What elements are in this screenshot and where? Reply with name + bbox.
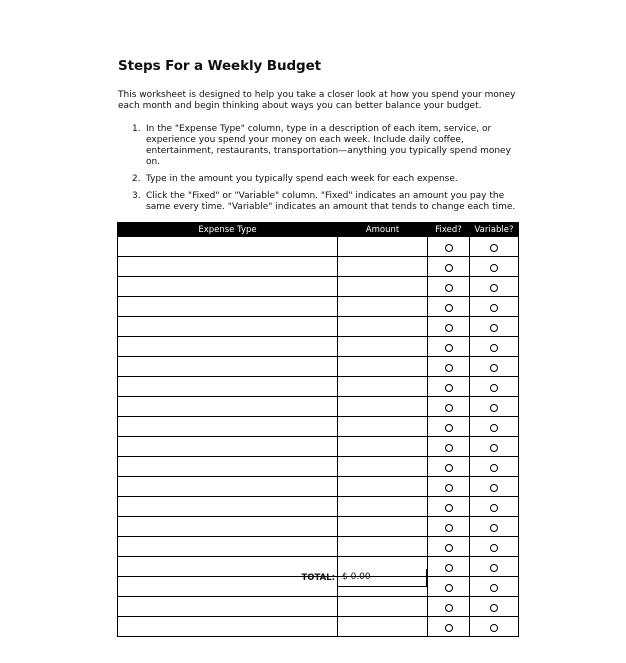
- fixed-cell: [428, 517, 470, 537]
- fixed-radio[interactable]: [445, 564, 453, 572]
- expense-type-cell[interactable]: [118, 597, 338, 617]
- amount-cell[interactable]: [338, 537, 428, 557]
- table-row: [118, 337, 519, 357]
- amount-cell[interactable]: [338, 477, 428, 497]
- table-row: [118, 317, 519, 337]
- variable-cell: [470, 357, 519, 377]
- variable-header: Variable?: [470, 223, 519, 237]
- variable-cell: [470, 617, 519, 637]
- step-item: [118, 174, 518, 185]
- fixed-radio[interactable]: [445, 464, 453, 472]
- variable-radio[interactable]: [490, 544, 498, 552]
- variable-radio[interactable]: [490, 484, 498, 492]
- table-row: [118, 517, 519, 537]
- expense-type-cell[interactable]: [118, 297, 338, 317]
- fixed-radio[interactable]: [445, 524, 453, 532]
- amount-cell[interactable]: [338, 297, 428, 317]
- variable-radio[interactable]: [490, 524, 498, 532]
- step-text: In the "Expense Type" column, type in a description of each item, service, or experience you spend your money on each week. Include daily coffee, entertainment, restaurants, transportation—anything you typically spend money on.: [146, 124, 511, 167]
- fixed-radio[interactable]: [445, 504, 453, 512]
- table-row: [118, 237, 519, 257]
- step-number: 1.: [132, 124, 141, 134]
- expense-type-cell[interactable]: [118, 257, 338, 277]
- amount-cell[interactable]: [338, 417, 428, 437]
- variable-cell: [470, 537, 519, 557]
- variable-cell: [470, 597, 519, 617]
- step-number: 2.: [132, 174, 141, 184]
- variable-radio[interactable]: [490, 344, 498, 352]
- expense-type-cell[interactable]: [118, 537, 338, 557]
- fixed-radio[interactable]: [445, 244, 453, 252]
- table-row: [118, 617, 519, 637]
- fixed-cell: [428, 377, 470, 397]
- fixed-cell: [428, 617, 470, 637]
- variable-radio[interactable]: [490, 244, 498, 252]
- variable-radio[interactable]: [490, 364, 498, 372]
- variable-cell: [470, 477, 519, 497]
- page-title: Steps For a Weekly Budget: [118, 58, 322, 74]
- fixed-cell: [428, 497, 470, 517]
- variable-cell: [470, 237, 519, 257]
- expense-type-cell[interactable]: [118, 357, 338, 377]
- step-text: Type in the amount you typically spend each week for each expense.: [146, 174, 458, 184]
- fixed-radio[interactable]: [445, 384, 453, 392]
- variable-radio[interactable]: [490, 264, 498, 272]
- fixed-radio[interactable]: [445, 404, 453, 412]
- variable-radio[interactable]: [490, 464, 498, 472]
- fixed-cell: [428, 317, 470, 337]
- table-row: [118, 417, 519, 437]
- table-header-row: [118, 223, 519, 237]
- instruction-steps: [118, 124, 518, 219]
- table-row: [118, 297, 519, 317]
- fixed-radio[interactable]: [445, 284, 453, 292]
- expense-type-cell[interactable]: [118, 237, 338, 257]
- fixed-cell: [428, 357, 470, 377]
- fixed-cell: [428, 477, 470, 497]
- amount-cell[interactable]: [338, 357, 428, 377]
- fixed-cell: [428, 537, 470, 557]
- variable-cell: [470, 377, 519, 397]
- fixed-cell: [428, 397, 470, 417]
- fixed-radio[interactable]: [445, 364, 453, 372]
- fixed-cell: [428, 457, 470, 477]
- step-number: 3.: [132, 191, 141, 201]
- amount-cell[interactable]: [338, 377, 428, 397]
- variable-cell: [470, 437, 519, 457]
- variable-radio[interactable]: [490, 404, 498, 412]
- variable-cell: [470, 517, 519, 537]
- variable-radio[interactable]: [490, 624, 498, 632]
- fixed-cell: [428, 297, 470, 317]
- amount-cell[interactable]: [338, 597, 428, 617]
- total-label: TOTAL:: [301, 573, 335, 583]
- fixed-cell: [428, 337, 470, 357]
- fixed-radio[interactable]: [445, 344, 453, 352]
- expense-type-cell[interactable]: [118, 437, 338, 457]
- intro-paragraph: This worksheet is designed to help you take a closer look at how you spend your money each month and begin thinking about ways you can better balance your budget.: [118, 90, 516, 111]
- fixed-radio[interactable]: [445, 544, 453, 552]
- fixed-header: Fixed?: [428, 223, 470, 237]
- fixed-cell: [428, 277, 470, 297]
- fixed-radio[interactable]: [445, 324, 453, 332]
- variable-cell: [470, 417, 519, 437]
- fixed-radio[interactable]: [445, 444, 453, 452]
- expense-type-cell[interactable]: [118, 397, 338, 417]
- fixed-radio[interactable]: [445, 584, 453, 592]
- variable-cell: [470, 557, 519, 577]
- expense-type-cell[interactable]: [118, 617, 338, 637]
- amount-cell[interactable]: [338, 277, 428, 297]
- expense-type-cell[interactable]: [118, 477, 338, 497]
- fixed-cell: [428, 437, 470, 457]
- table-row: [118, 357, 519, 377]
- variable-cell: [470, 257, 519, 277]
- amount-cell[interactable]: [338, 437, 428, 457]
- step-item: [118, 191, 518, 213]
- variable-cell: [470, 397, 519, 417]
- amount-header: Amount: [338, 223, 428, 237]
- fixed-cell: [428, 597, 470, 617]
- variable-cell: [470, 577, 519, 597]
- fixed-cell: [428, 237, 470, 257]
- variable-radio[interactable]: [490, 504, 498, 512]
- fixed-cell: [428, 557, 470, 577]
- variable-radio[interactable]: [490, 444, 498, 452]
- variable-radio[interactable]: [490, 304, 498, 312]
- expense-type-cell[interactable]: [118, 457, 338, 477]
- variable-cell: [470, 457, 519, 477]
- fixed-cell: [428, 257, 470, 277]
- variable-radio[interactable]: [490, 604, 498, 612]
- expense-type-cell[interactable]: [118, 277, 338, 297]
- amount-cell[interactable]: [338, 517, 428, 537]
- fixed-radio[interactable]: [445, 484, 453, 492]
- step-text: Click the "Fixed" or "Variable" column. "Fixed" indicates an amount you pay the same every time. "Variable" indicates an amount that tends to change each time.: [146, 191, 516, 212]
- expense-type-cell[interactable]: [118, 517, 338, 537]
- expense-type-header: Expense Type: [118, 223, 338, 237]
- total-amount-field[interactable]: $ 0.00: [337, 569, 427, 587]
- fixed-radio[interactable]: [445, 604, 453, 612]
- variable-radio[interactable]: [490, 424, 498, 432]
- total-row: [117, 569, 428, 588]
- table-row: [118, 457, 519, 477]
- expense-type-cell[interactable]: [118, 377, 338, 397]
- table-row: [118, 397, 519, 417]
- fixed-radio[interactable]: [445, 304, 453, 312]
- variable-cell: [470, 297, 519, 317]
- table-row: [118, 277, 519, 297]
- amount-cell[interactable]: [338, 497, 428, 517]
- expense-type-cell[interactable]: [118, 317, 338, 337]
- table-row: [118, 597, 519, 617]
- table-row: [118, 257, 519, 277]
- step-item: [118, 124, 518, 168]
- amount-cell[interactable]: [338, 237, 428, 257]
- amount-cell[interactable]: [338, 457, 428, 477]
- amount-cell[interactable]: [338, 617, 428, 637]
- expense-type-cell[interactable]: [118, 497, 338, 517]
- fixed-radio[interactable]: [445, 264, 453, 272]
- amount-cell[interactable]: [338, 337, 428, 357]
- expense-type-cell[interactable]: [118, 417, 338, 437]
- fixed-radio[interactable]: [445, 424, 453, 432]
- variable-radio[interactable]: [490, 564, 498, 572]
- expense-type-cell[interactable]: [118, 337, 338, 357]
- variable-cell: [470, 317, 519, 337]
- amount-cell[interactable]: [338, 257, 428, 277]
- variable-cell: [470, 337, 519, 357]
- table-row: [118, 537, 519, 557]
- variable-cell: [470, 497, 519, 517]
- variable-radio[interactable]: [490, 284, 498, 292]
- amount-cell[interactable]: [338, 317, 428, 337]
- table-row: [118, 497, 519, 517]
- variable-radio[interactable]: [490, 324, 498, 332]
- table-row: [118, 477, 519, 497]
- table-row: [118, 437, 519, 457]
- table-row: [118, 377, 519, 397]
- variable-radio[interactable]: [490, 584, 498, 592]
- amount-cell[interactable]: [338, 397, 428, 417]
- variable-radio[interactable]: [490, 384, 498, 392]
- fixed-cell: [428, 577, 470, 597]
- fixed-cell: [428, 417, 470, 437]
- variable-cell: [470, 277, 519, 297]
- fixed-radio[interactable]: [445, 624, 453, 632]
